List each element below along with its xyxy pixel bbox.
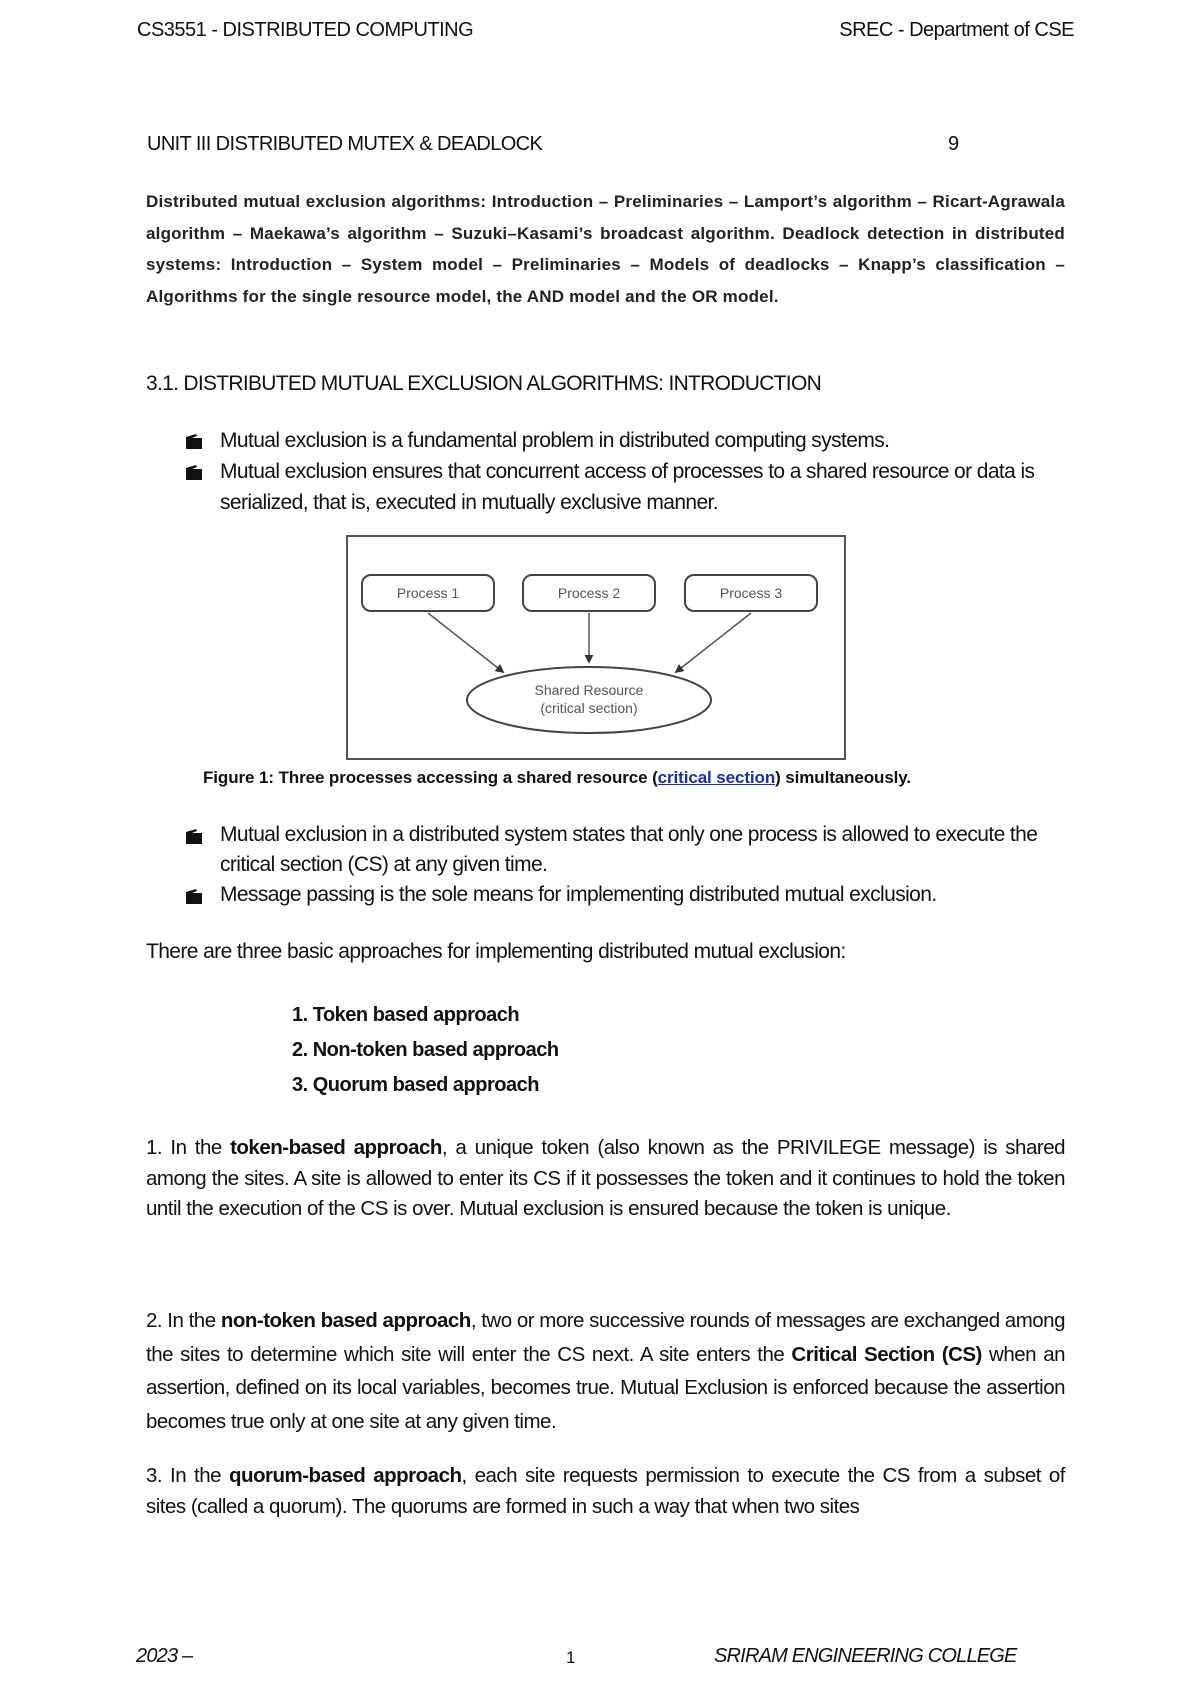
bullet-text: Mutual exclusion is a fundamental problem in distributed computing systems. [220, 429, 890, 452]
pointing-hand-bullet-icon [184, 828, 204, 844]
list-item [184, 820, 1064, 880]
term-quorum-based: quorum-based approach [228, 1464, 462, 1487]
svg-text:(critical section): (critical section) [540, 700, 638, 716]
shared-resource-ellipse [467, 667, 711, 733]
bullet-text: Message passing is the sole means for implementing distributed mutual exclusion. [220, 883, 937, 906]
process-1-box [362, 575, 494, 611]
approach-item: 3. Quorum based approach [292, 1074, 539, 1096]
bullet-list-bottom [184, 820, 1064, 910]
arrow-p1 [428, 613, 503, 672]
page-number: 1 [566, 1648, 575, 1667]
unit-title: UNIT III DISTRIBUTED MUTEX & DEADLOCK [147, 133, 543, 155]
pointing-hand-bullet-icon [184, 464, 204, 480]
approaches-list [292, 998, 559, 1103]
bullet-text: Mutual exclusion in a distributed system states that only one process is allowed to execute the critical section (CS) at any given time. [220, 823, 1038, 876]
footer-year: 2023 – [136, 1645, 193, 1667]
svg-text:Process 3: Process 3 [719, 585, 783, 601]
unit-hours: 9 [948, 133, 960, 155]
running-header-course: CS3551 - DISTRIBUTED COMPUTING [137, 19, 474, 41]
non-token-based-paragraph: 2. In the non-token based approach, two or more successive rounds of messages are exchanged among the sites to determine which site will enter the CS next. A site enters the Critical Section (CS) when an assertion, defined on its local variables, becomes true. Mutual Exclusion is enforced because the assertion becomes true only at one site at any given time. [146, 1309, 1066, 1433]
process-2-box [523, 575, 655, 611]
bullet-list-top [184, 425, 1064, 518]
bullet-text: Mutual exclusion ensures that concurrent access of processes to a shared resource or data is serialized, that is, executed in mutually exclusive manner. [220, 460, 1035, 514]
svg-text:Process 2: Process 2 [557, 585, 621, 601]
figure-caption: Figure 1: Three processes accessing a shared resource (critical section) simultaneously. [203, 768, 912, 787]
approach-item: 1. Token based approach [292, 1004, 520, 1026]
process-3-box [685, 575, 817, 611]
footer-college: SRIRAM ENGINEERING COLLEGE [714, 1645, 1017, 1667]
process-diagram [348, 537, 844, 758]
token-based-paragraph: 1. In the token-based approach, a unique token (also known as the PRIVILEGE message) is shared among the sites. A site is allowed to enter its CS if it possesses the token and it continues to hold the token until the execution of the CS is over. Mutual exclusion is ensured because the token is unique. [146, 1136, 1065, 1220]
approach-item: 2. Non-token based approach [292, 1039, 559, 1061]
list-item [184, 425, 1064, 456]
term-non-token-based: non-token based approach [220, 1309, 471, 1332]
list-item [184, 880, 1064, 910]
quorum-based-paragraph: 3. In the quorum-based approach, each site requests permission to execute the CS from a subset of sites (called a quorum). The quorums are formed in such a way that when two sites [146, 1464, 1065, 1518]
svg-text:Process 1: Process 1 [396, 585, 460, 601]
arrow-p3 [676, 613, 751, 672]
pointing-hand-bullet-icon [184, 433, 204, 449]
pointing-hand-bullet-icon [184, 888, 204, 904]
syllabus-paragraph: Distributed mutual exclusion algorithms: Introduction – Preliminaries – Lamport’s algorithm – Ricart-Agrawala algorithm – Maekawa’s algorithm – Suzuki–Kasami’s broadcast algorithm. Deadlock detection in distributed systems: Introduction – System model – Preliminaries – Models of deadlocks – Knapp’s classification – Algorithms for the single resource model, the AND model and the OR model. [146, 192, 1065, 306]
list-item [184, 456, 1064, 518]
svg-text:Shared Resource: Shared Resource [534, 682, 644, 698]
term-token-based: token-based approach [230, 1136, 442, 1159]
running-header-department: SREC - Department of CSE [839, 19, 1074, 41]
approaches-intro: There are three basic approaches for implementing distributed mutual exclusion: [146, 940, 846, 963]
figure-shared-resource-diagram [346, 535, 846, 760]
critical-section-link[interactable]: critical section [657, 768, 776, 787]
section-heading: 3.1. DISTRIBUTED MUTUAL EXCLUSION ALGORITHMS: INTRODUCTION [146, 372, 822, 395]
term-critical-section: Critical Section (CS) [791, 1342, 982, 1366]
